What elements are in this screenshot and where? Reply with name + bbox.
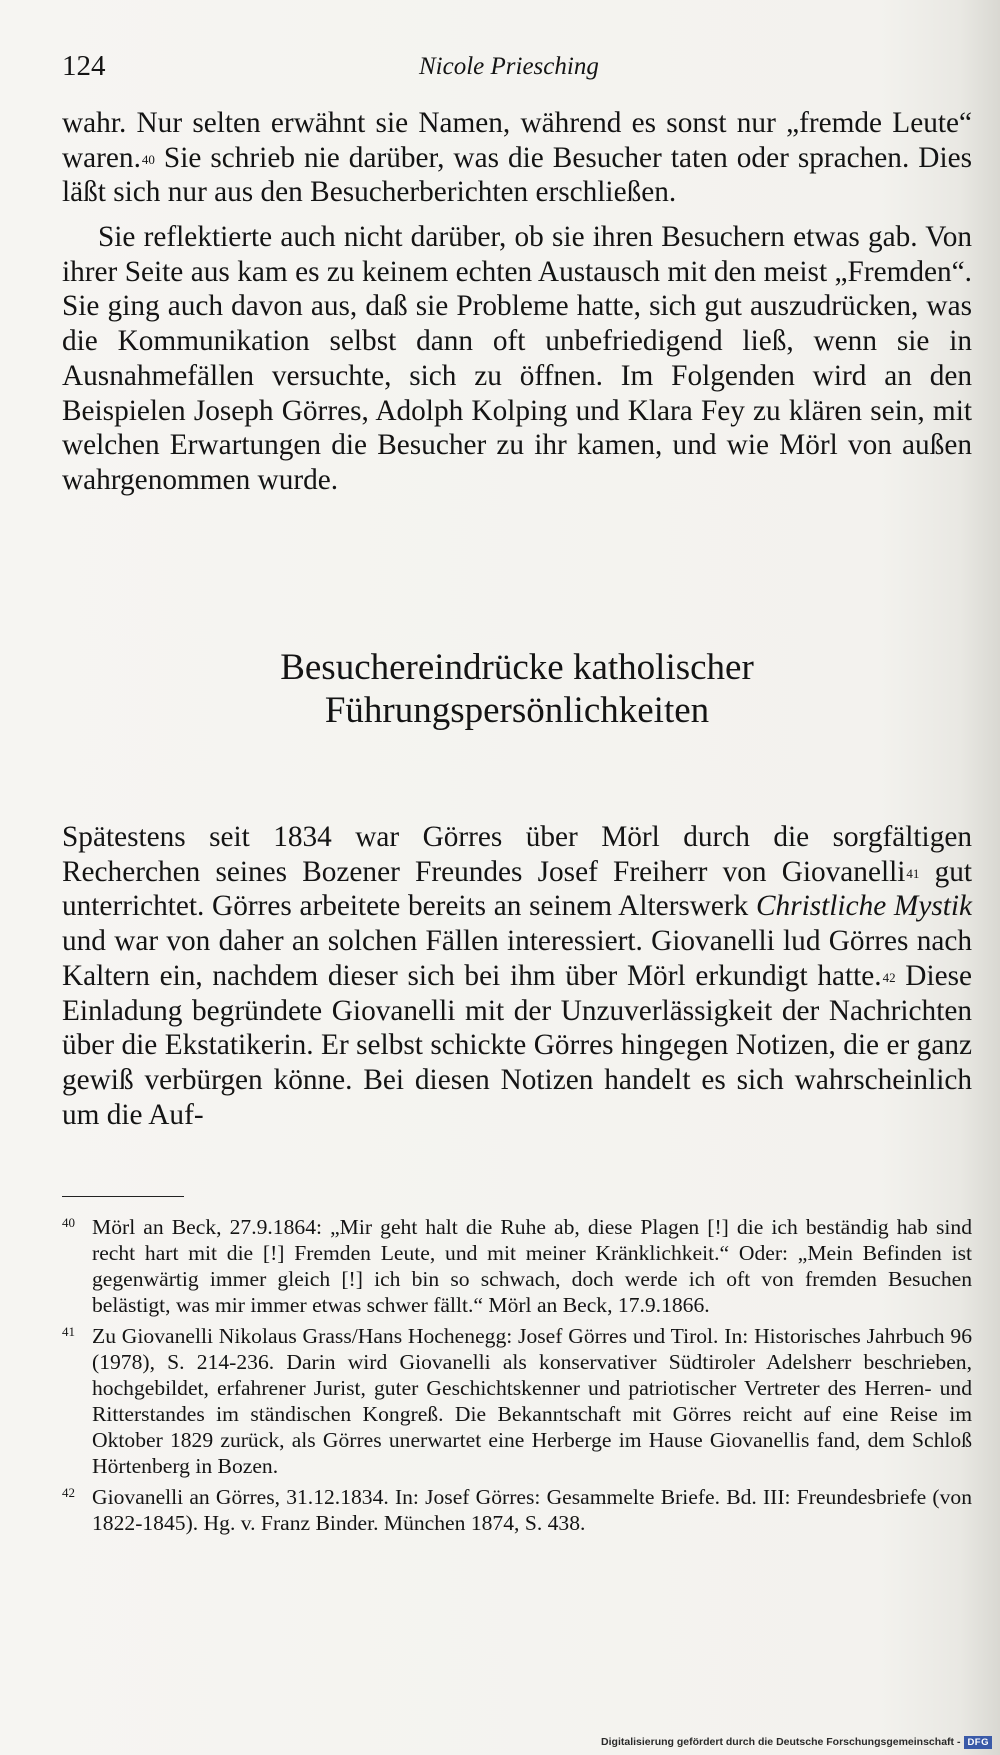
section-heading — [62, 646, 972, 732]
section-heading-line-2: Führungspersönlichkeiten — [324, 690, 710, 731]
running-head — [62, 50, 972, 94]
paragraph-3-part-2: gut unterrichtet. Görres arbeitete bereits an seinem Alterswerk — [62, 855, 973, 923]
paragraph-1-text: wahr. Nur selten erwähnt sie Namen, während es sonst nur „fremde Leute“ waren. — [62, 107, 972, 174]
dfg-logo: DFG — [964, 1736, 992, 1749]
running-head-author: Nicole Priesching — [419, 53, 599, 80]
footnote-ref-41[interactable]: 41 — [906, 865, 920, 881]
page-number: 124 — [62, 50, 106, 82]
book-title-italic: Christliche Mystik — [756, 890, 973, 923]
paragraph-3-part-1: Spätestens seit 1834 war Görres über Mörl durch die sorgfältigen Recherchen seines Bozener Freundes Josef Freiherr von Giovanelli — [62, 821, 972, 888]
paragraph-3-part-4: Diese Einladung begründete Giovanelli mit der Unzuverlässigkeit der Nachrichten über die Ekstatikerin. Er selbst schickte Görres hingegen Notizen, die er ganz gewiß verbürgen könne. Bei diesen Notizen handelt es sich wahrscheinlich um die Auf- — [62, 959, 972, 1131]
footnote-ref-42[interactable]: 42 — [882, 969, 896, 985]
footnote-text: Giovanelli an Görres, 31.12.1834. In: Josef Görres: Gesammelte Briefe. Bd. III: Freundesbriefe (von 1822-1845). Hg. v. Franz Binder. München 1874, S. 438. — [92, 1485, 972, 1535]
section-heading-line-1: Besuchereindrücke katholischer — [280, 647, 754, 688]
footnote-41 — [62, 1323, 972, 1479]
footnote-42 — [62, 1484, 972, 1536]
footnotes — [62, 1214, 972, 1541]
credit-text: Digitalisierung gefördert durch die Deutsche Forschungsgemeinschaft - — [601, 1736, 961, 1748]
footnote-ref-40[interactable]: 40 — [141, 151, 155, 167]
paragraph-1 — [62, 106, 972, 210]
footnote-text: Zu Giovanelli Nikolaus Grass/Hans Hochenegg: Josef Görres und Tirol. In: Historisches Jahrbuch 96 (1978), S. 214-236. Darin wird Giovanelli als konservativer Südtiroler Adelsherr beschrieben, hochgebildet, erfahrener Jurist, guter Geschichtskenner und patriotischer Vertreter des Herren- und Ritterstandes im ständischen Kongreß. Die Bekanntschaft mit Görres reicht auf eine Reise im Oktober 1829 zurück, als Görres unerwartet eine Herberge im Hause Giovanellis fand, dem Schloß Hörtenberg in Bozen. — [92, 1324, 972, 1478]
digitization-credit — [601, 1733, 992, 1751]
footnote-text: Mörl an Beck, 27.9.1864: „Mir geht halt die Ruhe ab, diese Plagen [!] die ich beständig hab sind recht hart mit die [!] Fremden Leute, und mit meiner Kränklichkeit.“ Oder: „Mein Befinden ist gegenwärtig immer gleich [!] ich bin so schwach, doch werde ich oft von fremden Besuchen belästigt, was mir immer etwas schwer fällt.“ Mörl an Beck, 17.9.1866. — [92, 1215, 972, 1317]
paragraph-1-text-cont: Sie schrieb nie darüber, was die Besucher taten oder sprachen. Dies läßt sich nur aus den Besucherberichten erschließen. — [62, 141, 972, 209]
paragraph-2: Sie reflektierte auch nicht darüber, ob sie ihren Besuchern etwas gab. Von ihrer Seite aus kam es zu keinem echten Austausch mit den meist „Fremden“. Sie ging auch davon aus, daß sie Probleme hatte, sich gut auszudrücken, was die Kommunikation selbst dann oft unbefriedigend ließ, wenn sie in Ausnahmefällen versuchte, sich zu öffnen. Im Folgenden wird an den Beispielen Joseph Görres, Adolph Kolping und Klara Fey zu klären sein, mit welchen Erwartungen die Besucher zu ihr kamen, und wie Mörl von außen wahrgenommen wurde. — [62, 221, 972, 496]
footnote-number: 40 — [62, 1215, 75, 1230]
footnote-number: 42 — [62, 1485, 75, 1500]
footnote-40 — [62, 1214, 972, 1318]
footnote-separator — [62, 1196, 184, 1197]
paragraph-3 — [62, 820, 972, 1132]
paragraph-3-part-3: und war von daher an solchen Fällen interessiert. Giovanelli lud Görres nach Kaltern ein, nachdem dieser sich bei ihm über Mörl erkundigt hatte. — [62, 925, 972, 992]
footnote-number: 41 — [62, 1324, 75, 1339]
